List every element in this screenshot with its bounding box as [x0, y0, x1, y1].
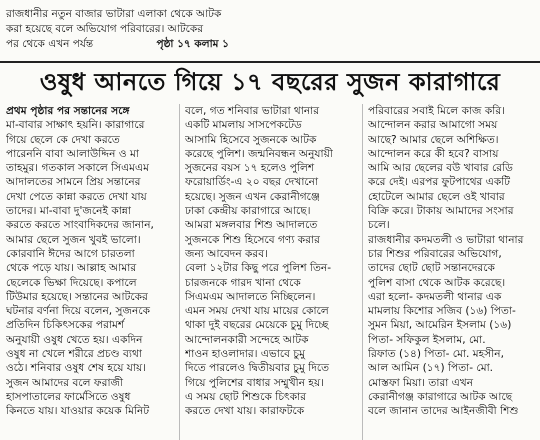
- text-line: আন্দোলন করে কী হবে? বাসায়: [368, 147, 499, 160]
- text-line: [6, 37, 306, 52]
- text-line-start: পর থেকে এখন পর্যন্ত: [6, 38, 94, 50]
- text-line: টিউমার হয়েছে। সন্তানের আটকের: [6, 290, 148, 303]
- text-line: একটি মামলায় সাসপেকটেড: [185, 119, 302, 132]
- text-line: ছেলেকে ভিক্ষা দিয়েছে। কপালে: [6, 276, 137, 289]
- text-line: মা-বাবার সাক্ষাৎ হয়নি। কারাগারে: [6, 119, 145, 132]
- text-line: পারেননি বাবা আলাউদ্দিন ও মা: [6, 147, 139, 160]
- text-line: বিক্রি করে। টাকায় আমাদের সংসার: [368, 205, 514, 218]
- text-line: দিতে পারলেও দ্বিতীয়বার চুমু দিতে: [185, 362, 330, 375]
- article-column-3: [368, 104, 536, 440]
- text-line: ওঠে। শনিবার ওষুধ শেষ হয়ে যায়।: [6, 362, 147, 375]
- text-line: ওষুধ না খেলে শরীরে প্রচণ্ড ব্যথা: [6, 348, 142, 361]
- text-line: পরিবারের সবাই মিলে কাজ করি।: [368, 105, 505, 117]
- text-line: কোরবানি ঈদের আগে চারতলা: [6, 247, 135, 260]
- text-line: বেলা ১২টার কিছু পরে পুলিশ তিন-: [185, 262, 332, 275]
- text-line: আমি আর ছেলের বউ খাবার রেডি: [368, 162, 513, 175]
- text-line: এ সময় ছোট শিশুকে চিৎকার: [185, 390, 307, 403]
- cut-off-line: [6, 0, 306, 7]
- previous-article-tail: [6, 0, 306, 52]
- text-line: করেছে পুলিশ। জন্মনিবন্ধন অনুযায়ী: [185, 147, 333, 160]
- text-line: গিয়ে পুলিশের বাধার সম্মুখীন হয়।: [185, 376, 324, 389]
- text-line: ঘটনার বর্ণনা দিয়ে বলেন, সুজনকে: [6, 305, 151, 318]
- text-line: আসামি হিসেবে সুজনকে আটক: [185, 133, 317, 146]
- text-line: আন্দোলন করার আমাগো সময়: [368, 119, 498, 132]
- text-line: রাজধানীর নতুন বাজার ভাটারা এলাকা থেকে আটক: [6, 8, 222, 20]
- text-line: জন্য আবেদন করব।: [185, 247, 268, 260]
- continued-from-marker: প্রথম পৃষ্ঠার পর সন্তানের সঙ্গে: [6, 105, 130, 117]
- text-line: দেখা পেতে কান্না করতে দেখা যায়: [6, 190, 147, 203]
- headline: ওষুধ আনতে গিয়ে ১৭ বছরের সুজন কারাগারে: [39, 68, 501, 96]
- text-line: ফরোয়ার্ডিং-এ ২০ বছর দেখানো: [185, 176, 319, 189]
- text-line: শাওন হাওলাদার। এভাবে চুমু: [185, 348, 305, 361]
- column-divider: [179, 104, 180, 440]
- text-line: তাদের ছোট ছোট সন্তানদেরকে: [368, 262, 495, 275]
- text-line: হয়েছে। সুজন এখন কেরানীগঞ্জে: [185, 190, 320, 203]
- text-line: মোস্তফা মিয়া। তারা এখন: [368, 376, 474, 389]
- text-line: তাদের। মা-বাবা দু'জনেই কান্না: [6, 205, 131, 218]
- text-line: সুজন আমাদের বলে ফরাজী: [6, 376, 124, 389]
- text-line: ঢাকা কেন্দ্রীয় কারাগারে আছে।: [185, 205, 311, 218]
- text-line: পুলিশ বাসা থেকে আটক করেছে।: [368, 276, 506, 289]
- text-line: চারজনকে গারদ খানা থেকে: [185, 276, 301, 289]
- text-line: আমার ছেলে সুজন খুবই ভালো।: [6, 233, 141, 246]
- text-line: আল আমিন (১৭) পিতা- মো.: [368, 362, 494, 375]
- text-line: সুজনকে শিশু হিসেবে গণ্য করার: [185, 233, 320, 246]
- text-line: পিতা- সফিকুল ইসলাম, মো.: [368, 333, 486, 346]
- text-line: হাসপাতালের ফার্মেসিতে ওষুধ: [6, 390, 131, 403]
- text-line: আছে? আমার ছেলে অশিক্ষিত।: [368, 133, 499, 146]
- text-line: কেরানীগঞ্জ কারাগারে আটক আছে: [368, 390, 513, 403]
- article-column-2: [185, 104, 355, 440]
- text-line: বলে, গত শনিবার ভাটারা থানার: [185, 105, 320, 117]
- text-line: মামলায় কিশোর সজিব (১৬) পিতা-: [368, 305, 516, 318]
- text-line: বলে জানান তাদের আইনজীবী শিশু: [368, 405, 519, 418]
- text-line: [6, 104, 174, 118]
- text-line: রাজধানীর কদমতলী ও ভাটারা থানার: [368, 233, 524, 246]
- text-line: সুজনের বয়স ১৭ হলেও পুলিশ: [185, 162, 315, 175]
- text-line: আমরা মঙ্গলবার শিশু আদালতে: [185, 219, 318, 232]
- text-line: থাকা দুই বছরের মেয়েকে চুমু দিচ্ছে: [185, 319, 329, 332]
- article-column-1: [6, 104, 174, 440]
- text-line: সিএমএম আদালতে নিচ্ছিলেন।: [185, 290, 316, 303]
- text-line: থেকে পড়ে যায়। আল্লাহ আমার: [6, 262, 137, 275]
- text-line: চার শিশুর পরিবারের অভিযোগ,: [368, 247, 502, 260]
- text-line: তাহমুর। গতকাল সকালে সিএমএম: [6, 162, 150, 175]
- text-line: প্রতিদিন চিকিৎসকের পরামর্শ: [6, 319, 125, 332]
- text-line: হোটেলে আমার ছেলে ওই খাবার: [368, 190, 505, 203]
- column-divider: [362, 104, 363, 440]
- text-line: আন্দোলনকারী সন্দেহে আটক: [185, 333, 309, 346]
- text-line: করতে করতে সাংবাদিকদের জানান,: [6, 219, 154, 232]
- text-line: করতে দেখা যায়। কারাফটকে: [185, 405, 305, 418]
- text-line: অনুযায়ী ওষুধ খেতে হয়। একদিন: [6, 333, 143, 346]
- text-line: এমন সময় দেখা যায় মায়ের কোলে: [185, 305, 329, 318]
- text-line: করে দেই। এরপর ফুটপাথের একটি: [368, 176, 511, 189]
- text-line: রিফাত (১৪) পিতা- মো. মহসীন,: [368, 348, 504, 361]
- text-line: সুমন মিয়া, আমেরিন ইসলাম (১৬): [368, 319, 512, 332]
- section-rule: [0, 61, 540, 63]
- text-line: করা হয়েছে বলে অভিযোগ পরিবারের। আটকের: [6, 23, 203, 35]
- text-line: কিনতে যায়। যাওয়ার কয়েক মিনিট: [6, 405, 150, 418]
- text-line: এরা হলো- কদমতলী থানার এক: [368, 290, 502, 303]
- text-line: গিয়ে ছেলে কে দেখা করতে: [6, 133, 120, 146]
- continuation-reference: পৃষ্ঠা ১৭ কলাম ১: [156, 38, 229, 50]
- text-line: চলে।: [368, 219, 390, 232]
- text-line: আদালতের সামনে প্রিয় সন্তানের: [6, 176, 141, 189]
